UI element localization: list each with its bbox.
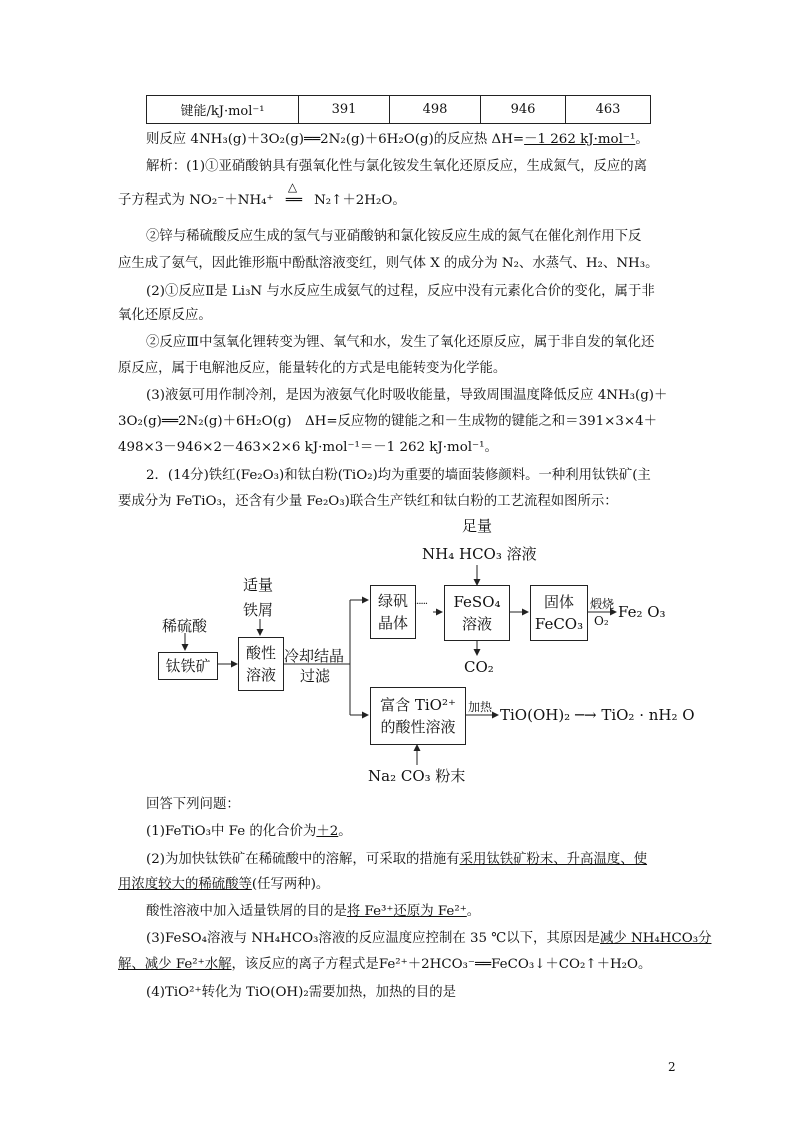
box-label: 富含 TiO²⁺ xyxy=(380,696,456,714)
text-line: ②锌与稀硫酸反应生成的氢气与亚硝酸钠和氯化铵反应生成的氮气在催化剂作用下反 xyxy=(146,229,642,244)
text: 子方程式为 NO₂⁻＋NH₄⁺ xyxy=(118,193,274,208)
box-label: 的酸性溶液 xyxy=(380,718,456,736)
table-row xyxy=(147,96,651,124)
answer: ＋2 xyxy=(316,824,339,839)
table-cell: 946 xyxy=(481,96,566,124)
question-stem: 要成分为 FeTiO₃，还含有少量 Fe₂O₃)联合生产铁红和钛白粉的工艺流程如图所示： xyxy=(118,494,618,509)
table-cell: 463 xyxy=(566,96,651,124)
tio-acidic-solution-box xyxy=(370,687,466,745)
reaction-heat-line xyxy=(146,131,649,149)
ilmenite-box xyxy=(158,652,218,680)
table-header-cell: 键能/kJ·mol⁻¹ xyxy=(147,96,299,124)
acidic-solution-box xyxy=(238,637,284,691)
text: 则反应 4NH₃(g)＋3O₂(g)══2N₂(g)＋6H₂O(g)的反应热 ΔH= xyxy=(146,132,525,147)
answer: 解、减少 Fe²⁺水解 xyxy=(118,957,232,972)
text-line: 应生成了氨气，因此锥形瓶中酚酞溶液变红，则气体 X 的成分为 N₂、水蒸气、H₂、NH₃。 xyxy=(118,256,659,271)
ammonium-bicarbonate-label: NH₄ HCO₃ 溶液 xyxy=(422,545,537,563)
answer: 将 Fe³⁺还原为 Fe²⁺ xyxy=(346,904,467,919)
solid-feco3-box xyxy=(530,585,588,641)
text-line: ②反应Ⅲ中氢氧化锂转变为锂、氧气和水，发生了氧化还原反应，属于非自发的氧化还 xyxy=(146,335,655,350)
answer: Fe²⁺＋2HCO₃⁻══FeCO₃↓＋CO₂↑＋H₂O xyxy=(378,957,639,972)
text: (3)FeSO₄溶液与 NH₄HCO₃溶液的反应温度应控制在 35 ℃以下，其原因是 xyxy=(146,931,600,946)
dilute-sulfuric-acid-label: 稀硫酸 xyxy=(162,617,208,635)
box-label: 溶液 xyxy=(461,615,492,633)
equals-sign: ══ xyxy=(285,193,302,208)
fe2o3-product-label: Fe₂ O₃ xyxy=(618,603,666,621)
question-4: (4)TiO²⁺转化为 TiO(OH)₂需要加热，加热的目的是 xyxy=(146,985,456,1000)
question-1 xyxy=(146,823,352,841)
question-stem: 2．(14分)铁红(Fe₂O₃)和钛白粉(TiO₂)均为重要的墙面装修颜料。一种利用钛铁矿(主 xyxy=(146,468,651,483)
o2-label: O₂ xyxy=(594,614,609,628)
box-label: 钛铁矿 xyxy=(165,657,211,675)
text: 。 xyxy=(466,904,481,919)
table-cell: 391 xyxy=(299,96,390,124)
sodium-carbonate-label: Na₂ CO₃ 粉末 xyxy=(368,767,466,785)
ferrous-sulfate-box xyxy=(444,585,510,641)
box-label: 溶液 xyxy=(245,666,276,684)
text-line: 氧化还原反应。 xyxy=(118,308,212,323)
questions-intro: 回答下列问题： xyxy=(146,797,240,812)
appropriate-amount-label: 适量 xyxy=(243,576,274,594)
answer: －1 262 kJ·mol⁻¹ xyxy=(524,132,636,147)
bond-energy-table xyxy=(146,95,651,124)
text-line: 原反应，属于电解池反应，能量转化的方式是电能转变为化学能。 xyxy=(118,361,507,376)
co2-label: CO₂ xyxy=(464,658,494,676)
text: 。 xyxy=(638,957,652,972)
filter-label: 过滤 xyxy=(300,667,331,685)
heat-symbol: △ xyxy=(287,180,298,194)
process-flowchart xyxy=(150,515,710,785)
calcine-label: 煅烧 xyxy=(590,597,615,611)
dots: ······ xyxy=(414,599,428,610)
question-2-cont xyxy=(118,876,329,894)
question-3 xyxy=(146,930,711,948)
text: 。 xyxy=(338,824,352,839)
box-label: 晶体 xyxy=(377,614,408,632)
answer: 减少 NH₄HCO₃分 xyxy=(600,931,712,946)
text-line: 498×3－946×2－463×2×6 kJ·mol⁻¹＝－1 262 kJ·mol⁻¹。 xyxy=(118,440,498,455)
heated-arrow xyxy=(278,180,310,210)
green-vitriol-box xyxy=(370,585,416,639)
text: (任写两种)。 xyxy=(251,877,330,892)
heat-label: 加热 xyxy=(468,700,493,714)
box-label: 酸性 xyxy=(245,644,276,662)
text: 酸性溶液中加入适量铁屑的目的是 xyxy=(146,904,347,919)
text-line: (2)①反应Ⅱ是 Li₃N 与水反应生成氨气的过程，反应中没有元素化合价的变化，属于非 xyxy=(146,284,655,299)
box-label: 固体 xyxy=(543,593,574,611)
text-line: 3O₂(g)══2N₂(g)＋6H₂O(g) ΔH=反应物的键能之和－生成物的键能之和＝391×3×4＋ xyxy=(118,414,658,429)
question-3-cont xyxy=(118,956,651,974)
text: (1)FeTiO₃中 Fe 的化合价为 xyxy=(146,824,317,839)
text: ，该反应的离子方程式是 xyxy=(231,957,379,972)
iron-filings-label: 铁屑 xyxy=(243,601,274,619)
text: 。 xyxy=(635,132,649,147)
answer: 采用钛铁矿粉末、升高温度、使 xyxy=(459,852,648,867)
ionic-equation-line xyxy=(118,180,406,210)
page-number: 2 xyxy=(668,1060,676,1074)
box-label: FeCO₃ xyxy=(534,615,584,633)
text-line: (3)液氨可用作制冷剂，是因为液氨气化时吸收能量，导致周围温度降低反应 4NH₃(g)＋ xyxy=(146,388,668,403)
text: N₂↑＋2H₂O。 xyxy=(314,193,406,208)
cool-crystallize-label: 冷却结晶 xyxy=(284,647,345,665)
text: (2)为加快钛铁矿在稀硫酸中的溶解，可采取的措施有 xyxy=(146,852,460,867)
question-2-iron xyxy=(146,903,480,921)
answer: 用浓度较大的稀硫酸等 xyxy=(118,877,252,892)
sufficient-label: 足量 xyxy=(462,517,493,535)
question-2 xyxy=(146,851,647,869)
box-label: 绿矾 xyxy=(377,592,408,610)
analysis-line: 解析：(1)①亚硝酸钠具有强氧化性与氯化铵发生氧化还原反应，生成氮气，反应的离 xyxy=(146,159,648,174)
table-cell: 498 xyxy=(390,96,481,124)
box-label: FeSO₄ xyxy=(453,593,501,611)
titanium-products-label: TiO(OH)₂ ─→ TiO₂ · nH₂ O xyxy=(500,706,695,724)
